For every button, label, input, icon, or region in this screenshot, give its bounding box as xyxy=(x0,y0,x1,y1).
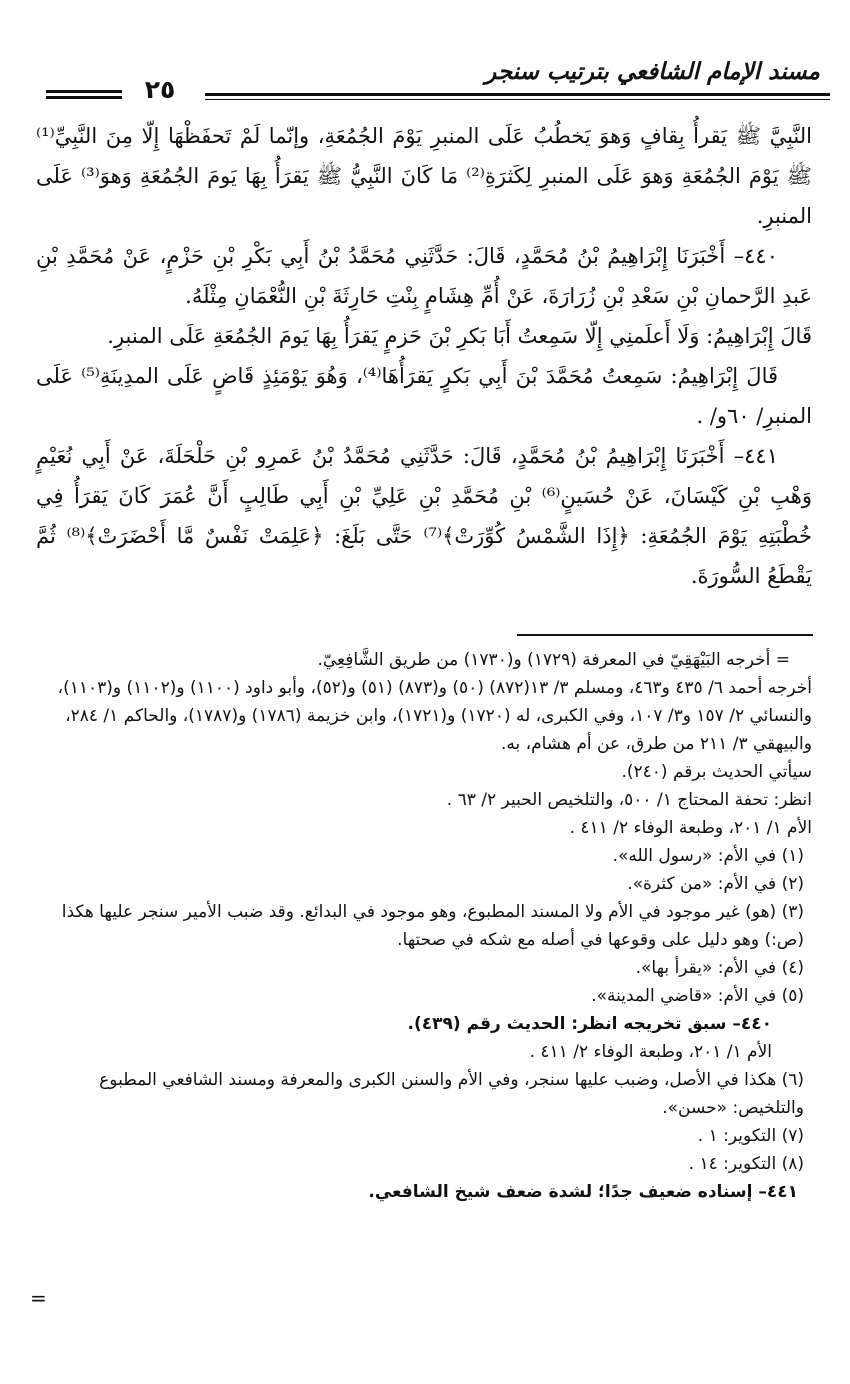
footnote-unzur: انظر: تحفة المحتاج ١/ ٥٠٠، والتلخيص الحبير ٢/ ٦٣ . xyxy=(446,790,812,810)
header-rule-thick xyxy=(205,93,830,96)
footnote-5: (٥) في الأم: «قاضي المدينة». xyxy=(591,986,804,1006)
footnote-takhrij: أخرجه أحمد ٦/ ٤٣٥ و٤٦٣، ومسلم ٣/ ١٣(٨٧٢) (٥٠) و(٨٧٣) (٥١) و(٥٢)، وأبو داود (١١٠٠) و(١١٠٢) و(١١٠٣)، والنسائي ٢/ ١٥٧ و٣/ ١٠٧، وفي الكبرى، له (١٧٢٠) و(١٧٢١)، وابن خزيمة (١٧٨٦) و(١٧٨٧)، والحاكم ١/ ٢٨٤، والبيهقي ٣/ ٢١١ من طرق، عن أم هشام، به. xyxy=(57,678,812,754)
footnote-umm-reference-a: الأم ١/ ٢٠١، وطبعة الوفاء ٢/ ٤١١ . xyxy=(569,818,812,838)
footnote-hadith-440: ٤٤٠– سبق تخريجه انظر: الحديث رقم (٤٣٩). xyxy=(407,1014,772,1034)
header-rule-thin xyxy=(205,99,830,100)
footnote-umm-reference-b: الأم ١/ ٢٠١، وطبعة الوفاء ٢/ ٤١١ . xyxy=(529,1042,772,1062)
footnote-6: (٦) هكذا في الأصل، وضبب عليها سنجر، وفي الأم والسنن الكبرى والمعرفة ومسند الشافعي المطبوع والتلخيص: «حسن». xyxy=(99,1070,804,1118)
footnote-hadith-441: ٤٤١– إسناده ضعيف جدًا؛ لشدة ضعف شيخ الشافعي. xyxy=(368,1182,798,1202)
footnote-separator xyxy=(517,634,813,636)
footnote-2: (٢) في الأم: «من كثرة». xyxy=(627,874,804,894)
header-double-line-bottom xyxy=(46,96,122,99)
footnote-3: (٣) (هو) غير موجود في الأم ولا المسند المطبوع، وهو موجود في البدائع. وقد ضبب الأمير سنجر عليها هكذا (ص:) وهو دليل على وقوعها في أصله مع شكه في صحتها. xyxy=(61,902,804,950)
ibrahim-statement-2: قَالَ إِبْرَاهِيمُ: سَمِعتُ مُحَمَّدَ بْنَ أَبِي بَكرٍ يَقرَأُهَا⁽⁴⁾، وَهُوَ يَوْمَئِذٍ قَاضٍ عَلَى المدِينَةِ⁽⁵⁾ عَلَى المنبرِ/ ٦٠و/ . xyxy=(36,364,812,428)
footnote-continuation: = أخرجه البَيْهَقِيّ في المعرفة (١٧٢٩) و(١٧٣٠) من طريق الشَّافِعِيّ. xyxy=(317,650,790,670)
hadith-440: ٤٤٠– أَخْبَرَنَا إِبْرَاهِيمُ بْنُ مُحَمَّدٍ، قَالَ: حَدَّثَنِي مُحَمَّدُ بْنُ أَبِي بَكْرِ بْنِ حَزْمٍ، عَنْ مُحَمَّدِ بْنِ عَبدِ الرَّحمانِ بْنِ سَعْدِ بْنِ زُرَارَةَ، عَنْ أُمِّ هِشَامٍ بِنْتِ حَارِثَةَ بْنِ النُّعْمَانِ مِثْلَهُ. xyxy=(36,244,812,308)
running-header-title: مسند الإمام الشافعي بترتيب سنجر xyxy=(485,59,820,85)
continuation-mark: = xyxy=(30,1286,47,1310)
main-text xyxy=(36,116,812,596)
paragraph-continuation: النَّبِيَّ ﷺ يَقرأُ بِقافٍ وَهوَ يَخطُبُ عَلَى المنبرِ يَوْمَ الجُمُعَةِ، وإنّما لَمْ تَحفَظْهَا إِلّا مِنَ النَّبِيِّ⁽¹⁾ ﷺ يَوْمَ الجُمُعَةِ وَهوَ عَلَى المنبرِ لِكَثرَةِ⁽²⁾ مَا كَانَ النَّبِيُّ ﷺ يَقرَأُ بِهَا يَومَ الجُمُعَةِ وَهوَ⁽³⁾ عَلَى المنبرِ. xyxy=(36,124,812,228)
footnote-7: (٧) التكوير: ١ . xyxy=(697,1126,804,1146)
footnotes xyxy=(36,646,812,1206)
page-number: ٢٥ xyxy=(144,75,176,104)
footnote-4: (٤) في الأم: «يقرأ بها». xyxy=(635,958,804,978)
footnote-sayati: سيأتي الحديث برقم (٢٤٠). xyxy=(621,762,812,782)
footnote-1: (١) في الأم: «رسول الله». xyxy=(612,846,804,866)
footnote-8: (٨) التكوير: ١٤ . xyxy=(688,1154,804,1174)
header-double-line-top xyxy=(46,90,122,93)
ibrahim-statement-1: قَالَ إِبْرَاهِيمُ: وَلَا أَعلَمنِي إِلّا سَمِعتُ أَبَا بَكرِ بْنَ حَزمٍ يَقرَأُ بِهَا يَومَ الجُمُعَةِ عَلَى المنبرِ. xyxy=(107,324,812,348)
hadith-441: ٤٤١– أَخْبَرَنَا إِبْرَاهِيمُ بْنُ مُحَمَّدٍ، قَالَ: حَدَّثَنِي مُحَمَّدُ بْنُ عَمرِو بْنِ حَلْحَلَةَ، عَنْ أَبِي نُعَيْمٍ وَهْبِ بْنِ كَيْسَانَ، عَنْ حُسَينٍ⁽⁶⁾ بْنِ مُحَمَّدِ بْنِ عَلِيِّ بْنِ أَبِي طَالِبٍ أَنَّ عُمَرَ كَانَ يَقرَأُ فِي خُطْبَتِهِ يَوْمَ الجُمُعَةِ: ﴿إِذَا الشَّمْسُ كُوِّرَتْ﴾⁽⁷⁾ حَتَّى بَلَغَ: ﴿عَلِمَتْ نَفْسٌ مَّا أَحْضَرَتْ﴾⁽⁸⁾ ثُمَّ يَقْطَعُ السُّورَةَ. xyxy=(36,444,813,588)
